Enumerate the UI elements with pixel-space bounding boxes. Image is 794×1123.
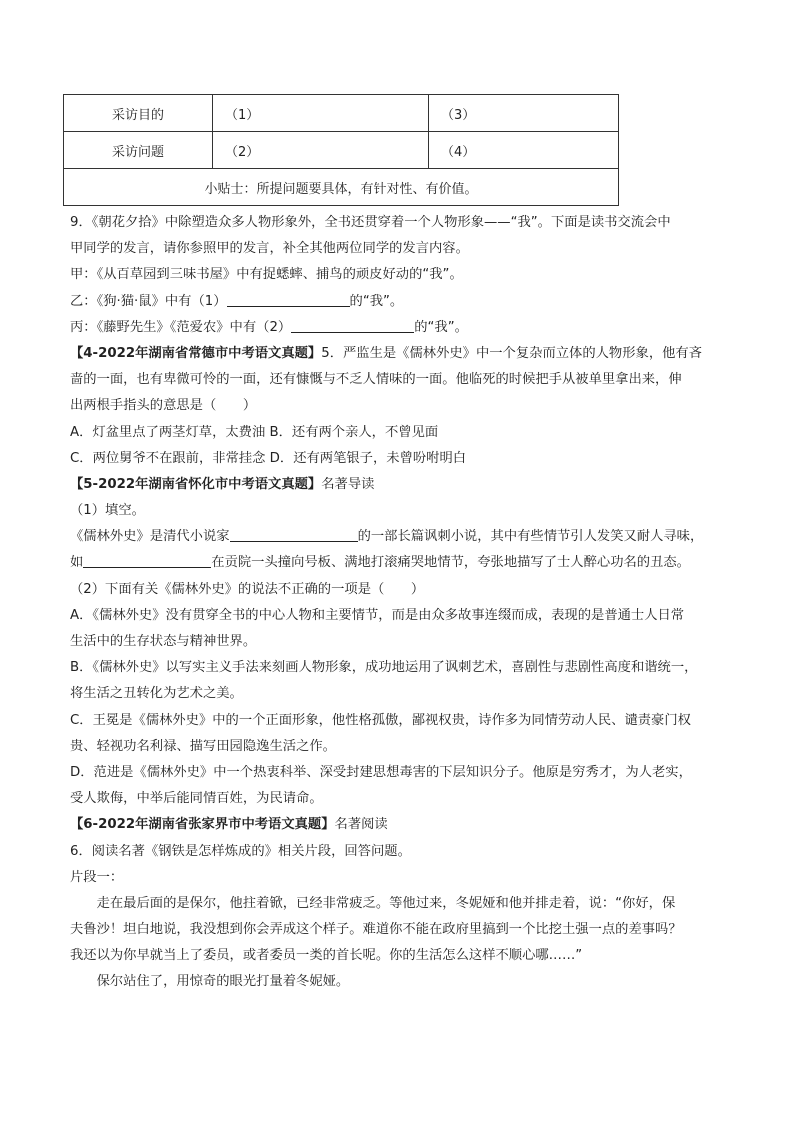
fill-suffix: 的“我”。: [349, 293, 404, 309]
q6b-line: 片段一：: [70, 869, 124, 885]
answer-blank[interactable]: [230, 527, 358, 542]
table-row: [64, 169, 619, 206]
passage-line: 夫鲁沙！坦白地说，我没想到你会弄成这个样子。难道你不能在政府里搞到一个比挖土强一点的差事吗？: [70, 922, 682, 938]
tip-cell: 小贴士：所提问题要具体，有针对性、有价值。: [64, 169, 619, 206]
answer-blank[interactable]: [83, 553, 211, 568]
passage-line: 保尔站住了，用惊奇的眼光打量着冬妮娅。: [96, 974, 350, 990]
question-source: 【5-2022年湖南省怀化市中考语文真题】: [70, 476, 322, 492]
q9-line: 甲同学的发言，请你参照甲的发言，补全其他两位同学的发言内容。: [70, 241, 469, 257]
table-cell: （3）: [429, 95, 619, 132]
fill-suffix: 的“我”。: [414, 319, 468, 335]
q5-line: 啬的一面，也有卑微可怜的一面，还有慷慨与不乏人情味的一面。他临死的时候把手从被单里拿出来，伸: [70, 372, 682, 388]
passage-line: 我还以为你早就当上了委员，或者委员一类的首长呢。你的生活怎么这样不顺心哪……”: [70, 948, 583, 964]
row-label: 采访问题: [64, 132, 213, 169]
option-line: A．《儒林外史》没有贯穿全书的中心人物和主要情节，而是由众多故事连缀而成，表现的是普通士人日常: [70, 607, 685, 623]
option-line: D．范进是《儒林外史》中一个热衷科举、深受封建思想毒害的下层知识分子。他原是穷秀才，为人老实，: [70, 764, 692, 780]
q9-fill-line: [70, 289, 730, 315]
q6a-line: （1）填空。: [70, 503, 145, 519]
option-line: B．《儒林外史》以写实主义手法来刻画人物形象，成功地运用了讽刺艺术，喜剧性与悲剧性高度和谐统一，: [70, 660, 698, 676]
interview-table: [63, 94, 619, 206]
option-line: 贵、轻视功名利禄、描写田园隐逸生活之作。: [70, 738, 336, 754]
question-source: 【6-2022年湖南省张家界市中考语文真题】: [70, 817, 335, 833]
option-line: 将生活之丑转化为艺术之美。: [70, 686, 243, 702]
table-cell: （2）: [213, 132, 429, 169]
option-line: C．王冕是《儒林外史》中的一个正面形象，他性格孤傲，鄙视权贵，诗作多为同情劳动人民、谴责豪门权: [70, 712, 691, 728]
question-title: 名著导读: [321, 476, 375, 492]
q6b-heading: [70, 812, 730, 838]
fill-prefix: 《儒林外史》是清代小说家: [70, 529, 230, 545]
option-line: A．灯盆里点了两茎灯草，太费油 B．还有两个亲人，不曾见面: [70, 424, 439, 440]
q6a-heading: [70, 472, 730, 498]
table-row: [64, 132, 619, 169]
option-line: C．两位舅爷不在跟前，非常挂念 D．还有两笔银子，未曾吩咐明白: [70, 450, 467, 466]
fill-prefix: 如: [70, 555, 84, 571]
fill-prefix: 丙：《藤野先生》《范爱农》中有（2）: [70, 319, 292, 335]
answer-blank[interactable]: [291, 318, 414, 333]
q6a-fill-line: [70, 550, 730, 576]
fill-prefix: 乙：《狗·猫·鼠》中有（1）: [70, 293, 227, 309]
option-line: 生活中的生存状态与精神世界。: [70, 634, 257, 649]
q6b-line: 6．阅读名著《钢铁是怎样炼成的》相关片段，回答问题。: [70, 843, 411, 859]
questions-content: [70, 210, 730, 996]
q9-line: 甲：《从百草园到三味书屋》中有捉蟋蟀、捕鸟的顽皮好动的“我”。: [70, 267, 463, 283]
q9-fill-line: [70, 315, 730, 341]
q6a-fill-line: [70, 524, 730, 550]
answer-blank[interactable]: [227, 292, 350, 307]
question-source: 【4-2022年湖南省常德市中考语文真题】: [70, 345, 322, 361]
row-label: 采访目的: [64, 95, 213, 132]
q9-line: 9．《朝花夕拾》中除塑造众多人物形象外，全书还贯穿着一个人物形象——“我”。下面是读书交流会中: [70, 215, 671, 230]
table-row: [64, 95, 619, 132]
passage-line: 走在最后面的是保尔，他拄着锨，已经非常疲乏。等他过来，冬妮娅和他并排走着，说：“你好，保: [96, 895, 676, 911]
q5-line: [70, 341, 730, 367]
table-cell: （1）: [213, 95, 429, 132]
q6a-line: （2）下面有关《儒林外史》的说法不正确的一项是（ ）: [70, 581, 425, 597]
fill-suffix: 的一部长篇讽刺小说，其中有些情节引人发笑又耐人寻味，: [357, 529, 704, 545]
table-cell: （4）: [429, 132, 619, 169]
question-text: 5．严监生是《儒林外史》中一个复杂而立体的人物形象，他有吝: [321, 345, 703, 361]
fill-suffix: 在贡院一头撞向号板、满地打滚痛哭地情节，夸张地描写了士人醉心功名的丑态。: [211, 555, 690, 571]
option-line: 受人欺侮，中举后能同情百姓，为民请命。: [70, 791, 323, 807]
q5-line: 出两根手指头的意思是（ ）: [70, 398, 257, 414]
question-title: 名著阅读: [334, 817, 388, 833]
